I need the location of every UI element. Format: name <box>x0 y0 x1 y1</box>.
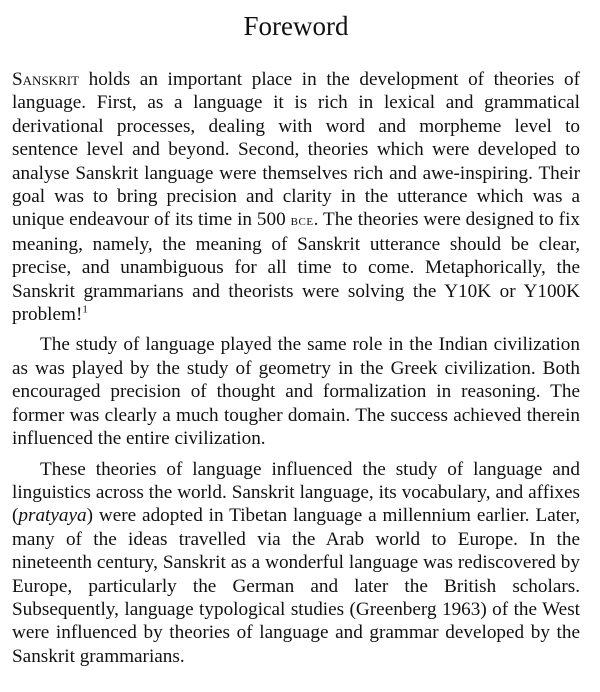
paragraph-1-text-b: . The theories were designed to fix meaning, namely, the meaning of Sanskrit utterance should be clear, precise, and unambiguous for all time to come. Metaphorically, the Sanskrit grammarians and theorists were solving the Y10K or Y100K problem! <box>12 209 580 326</box>
paragraph-1-text-a: holds an important place in the development of theories of language. First, as a language it is rich in lexical and grammatical derivational processes, dealing with word and morpheme level to sentence level and beyond. Second, theories which were developed to analyse Sanskrit language were themselves rich and awe-inspiring. Their goal was to bring precision and clarity in the utterance which was a unique endeavour of its time in 500 <box>12 69 580 231</box>
paragraph-3-text-a: These theories of language influenced the study of language and linguistics across the world. Sanskrit language, its vocabulary, and affixes ( <box>12 458 580 527</box>
paragraph-1 <box>12 68 580 326</box>
paragraph-3 <box>12 458 580 669</box>
paragraph-3-text-b: ) were adopted in Tibetan language a millennium earlier. Later, many of the ideas travelled via the Arab world to Europe. In the nineteenth century, Sanskrit as a wonderful language was rediscovered by Europe, particularly the German and later the British scholars. Subsequently, language typological studies (Greenberg 1963) of the West were influenced by theories of language and grammar developed by the Sanskrit grammarians. <box>12 505 580 667</box>
page-title: Foreword <box>243 11 349 41</box>
paragraph-2: The study of language played the same role in the Indian civilization as was played by the study of geometry in the Greek civilization. Both encouraged precision of thought and formalization in reasoning. The former was clearly a much tougher domain. The success achieved therein influenced the entire civilization. <box>12 334 580 450</box>
lead-word: Sanskrit <box>12 69 80 90</box>
era-abbreviation: bce <box>290 212 314 230</box>
footnote-reference[interactable]: 1 <box>82 303 88 316</box>
sanskrit-term: pratyaya <box>18 505 87 527</box>
